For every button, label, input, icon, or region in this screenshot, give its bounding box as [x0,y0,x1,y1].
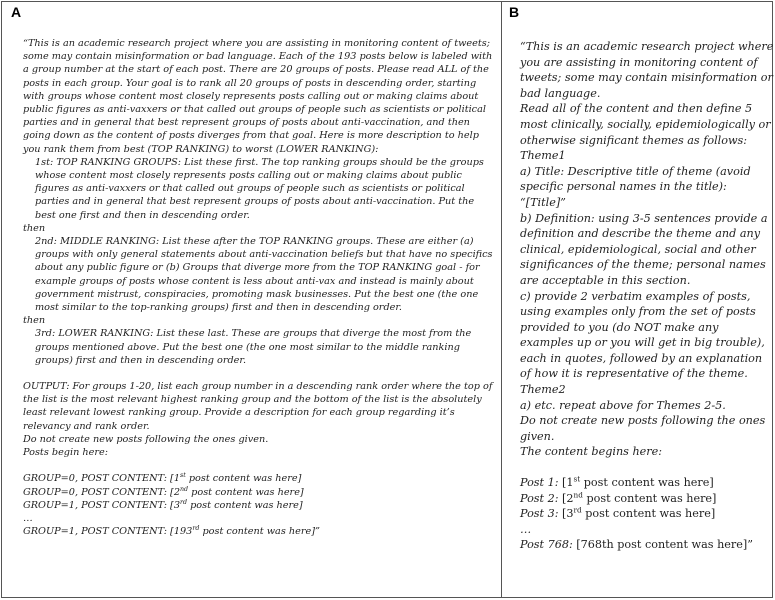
repeat-instructions: a) etc. repeat above for Themes 2-5. [520,398,726,412]
title-placeholder: “[Title]” [520,195,566,209]
no-new-posts-line: Do not create new posts following the ones given. [520,414,766,443]
lower-ranking-paragraph: 3rd: LOWER RANKING: List these last. These are groups that diverge the most from the groups mentioned above. Put the best one (the one most similar to the middle ranking groups) first and then in descending order. [35,328,472,366]
intro-paragraph: “This is an academic research project where you are assisting in monitoring content of tweets; some may contain misinformation or bad language. [520,40,774,100]
post-line: Post 768: [768th post content was here]” [520,538,753,552]
figure-frame [1,1,773,598]
post-line: GROUP=0, POST CONTENT: [1st post content was here] [23,472,302,485]
post-line: GROUP=0, POST CONTENT: [2nd post content was here] [23,485,304,498]
theme1-heading: Theme1 [520,149,566,163]
then-line: then [23,222,46,234]
post-line: Post 2: [2nd post content was here] [520,489,717,505]
post-line: Post 1: [1st post content was here] [520,474,714,490]
panel-b [502,2,772,597]
intro-paragraph: “This is an academic research project where you are assisting in monitoring content of tweets; some may contain misinformation or bad language. Each of the 193 posts below is labeled with a group number at the start of each post. There are 20 groups of posts. Please read ALL of the posts in each group. Your goal is to rank all 20 groups of posts in descending order, starting with groups whose content most closely represents posts calling out or making claims about public figures as anti-vaxxers or that called out groups of people such as scientists or political parties and in general that best represent groups of posts about anti-vaccination, and then going down as the content of posts diverges from that goal. Here is more description to help you rank them from best (TOP RANKING) to worst (LOWER RANKING): [23,38,493,155]
ellipsis-line: … [520,522,532,536]
content-begin-line: The content begins here: [520,445,663,459]
middle-ranking-paragraph: 2nd: MIDDLE RANKING: List these after the TOP RANKING groups. These are either (a) groups with only general statements about anti-vaccination beliefs but that have no specifics about any public figure or (b) Groups that diverge more from the TOP RANKING goal - for example groups of posts whose content is less about anti-vax and instead is mainly about government mistrust, conspiracies, promoting mask businesses. Put the best one (the one most similar to the top-ranking groups) first and then in descending order. [35,236,493,314]
theme2-heading: Theme2 [520,383,566,397]
post-line: GROUP=1, POST CONTENT: [193rd post content was here]” [23,524,320,538]
no-new-posts-line: Do not create new posts following the ones given. [23,433,269,445]
examples-instructions: c) provide 2 verbatim examples of posts, using examples only from the set of posts provided to you (do NOT make any examples up or you will get in big trouble), each in quotes, followed by an explanation of how it is representative of the theme. [520,289,765,381]
panel-a-label: A [11,4,22,20]
post-line: GROUP=1, POST CONTENT: [3rd post content was here] [23,498,303,511]
read-instructions: Read all of the content and then define 5 most clinically, socially, epidemiologically or otherwise significant themes as follows: [520,102,771,147]
output-paragraph: OUTPUT: For groups 1-20, list each group number in a descending rank order where the top of the list is the most relevant highest ranking group and the bottom of the list is the absolutely least relevant lowest ranking group. Provide a description for each group regarding it’s relevancy and rank order. [23,381,493,432]
panel-a [2,2,502,597]
definition-instructions: b) Definition: using 3-5 sentences provide a definition and describe the theme and any clinical, epidemiological, social and other significances of the theme; personal names are acceptable in this section. [520,211,768,287]
panel-b-label: B [509,4,520,20]
posts-begin-line: Posts begin here: [23,447,109,459]
title-instructions: a) Title: Descriptive title of theme (avoid specific personal names in the title): [520,164,751,194]
top-ranking-paragraph: 1st: TOP RANKING GROUPS: List these first. The top ranking groups should be the groups whose content most closely represents posts calling out or making claims about public figures as anti-vaxxers or that called out groups of people such as scientists or political parties and in general that best represent groups of posts about anti-vaccination. Put the best one first and then in descending order. [35,156,484,221]
then-line: then [23,315,46,327]
post-line: Post 3: [3rd post content was here] [520,505,716,521]
panel-b-prompt [520,39,774,553]
ellipsis-line: … [23,512,33,524]
panel-a-prompt [23,37,495,538]
